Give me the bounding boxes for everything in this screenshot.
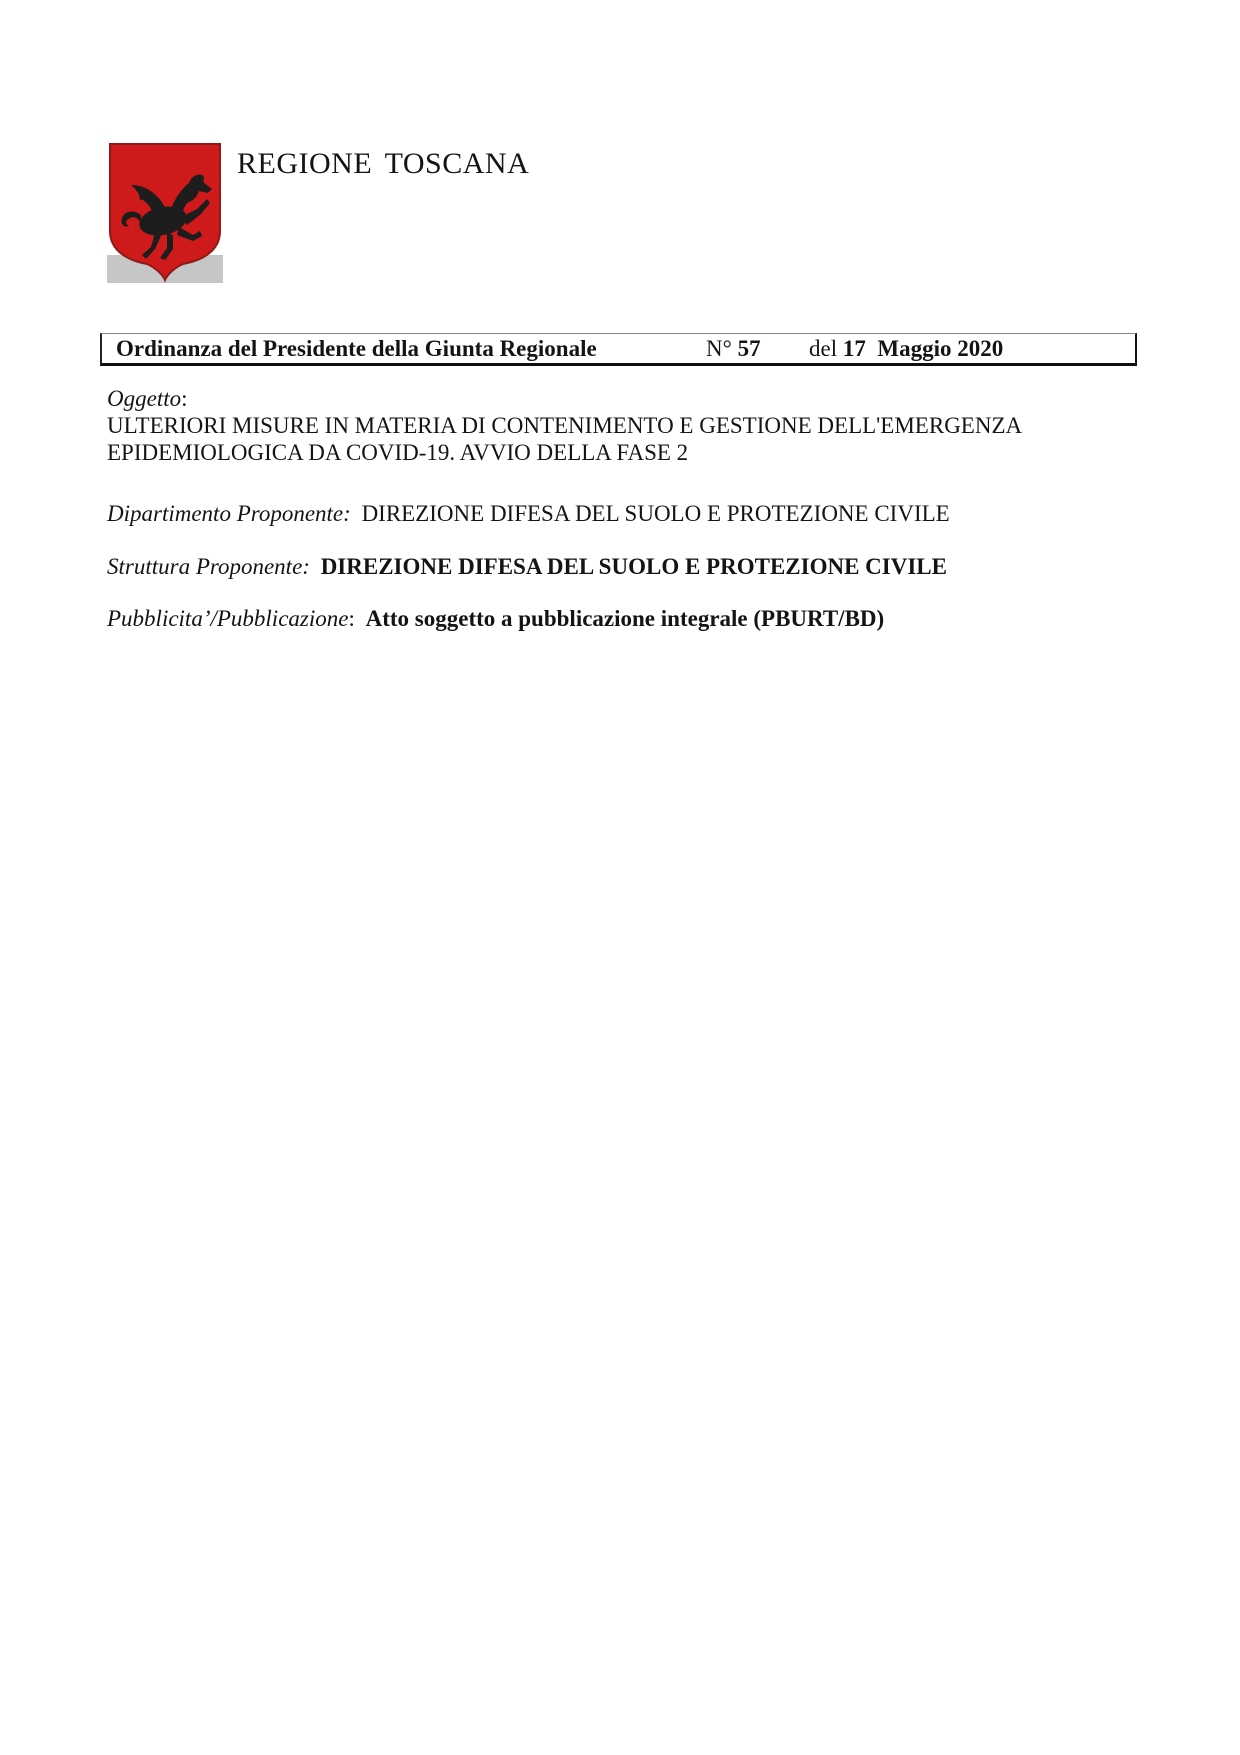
org-title: REGIONE TOSCANA <box>237 147 530 180</box>
ordinance-date <box>809 334 1003 363</box>
ordinance-number-label: N° <box>706 336 732 361</box>
field-dipartimento <box>107 500 950 527</box>
field-dipartimento-value: DIREZIONE DIFESA DEL SUOLO E PROTEZIONE CIVILE <box>361 501 950 526</box>
subject-separator: : <box>181 386 188 411</box>
ordinance-number <box>706 334 761 363</box>
ordinance-header-bar <box>100 333 1137 366</box>
field-pubblicita <box>107 605 884 632</box>
ordinance-date-value: 17 Maggio 2020 <box>842 336 1004 361</box>
subject-label-line <box>107 385 1022 412</box>
field-pubblicita-value: Atto soggetto a pubblicazione integrale (PBURT/BD) <box>365 606 885 631</box>
field-struttura-value: DIREZIONE DIFESA DEL SUOLO E PROTEZIONE CIVILE <box>320 554 947 579</box>
subject-text-line-1: ULTERIORI MISURE IN MATERIA DI CONTENIMENTO E GESTIONE DELL'EMERGENZA <box>107 413 1023 438</box>
ordinance-date-label: del <box>809 336 838 361</box>
field-struttura <box>107 553 947 580</box>
field-struttura-label: Struttura Proponente: <box>107 554 310 579</box>
coat-of-arms-icon <box>107 141 223 291</box>
field-pubblicita-label: Pubblicita’/Pubblicazione <box>107 606 349 631</box>
regione-toscana-logo <box>107 141 223 291</box>
subject-label: Oggetto <box>107 386 182 411</box>
subject-text-line-2: EPIDEMIOLOGICA DA COVID-19. AVVIO DELLA FASE 2 <box>107 440 689 465</box>
subject-block <box>107 385 1022 466</box>
field-pubblicita-separator: : <box>348 606 355 631</box>
ordinance-title: Ordinanza del Presidente della Giunta Regionale <box>116 336 597 361</box>
ordinance-number-value: 57 <box>737 336 761 361</box>
field-dipartimento-label: Dipartimento Proponente: <box>107 501 351 526</box>
